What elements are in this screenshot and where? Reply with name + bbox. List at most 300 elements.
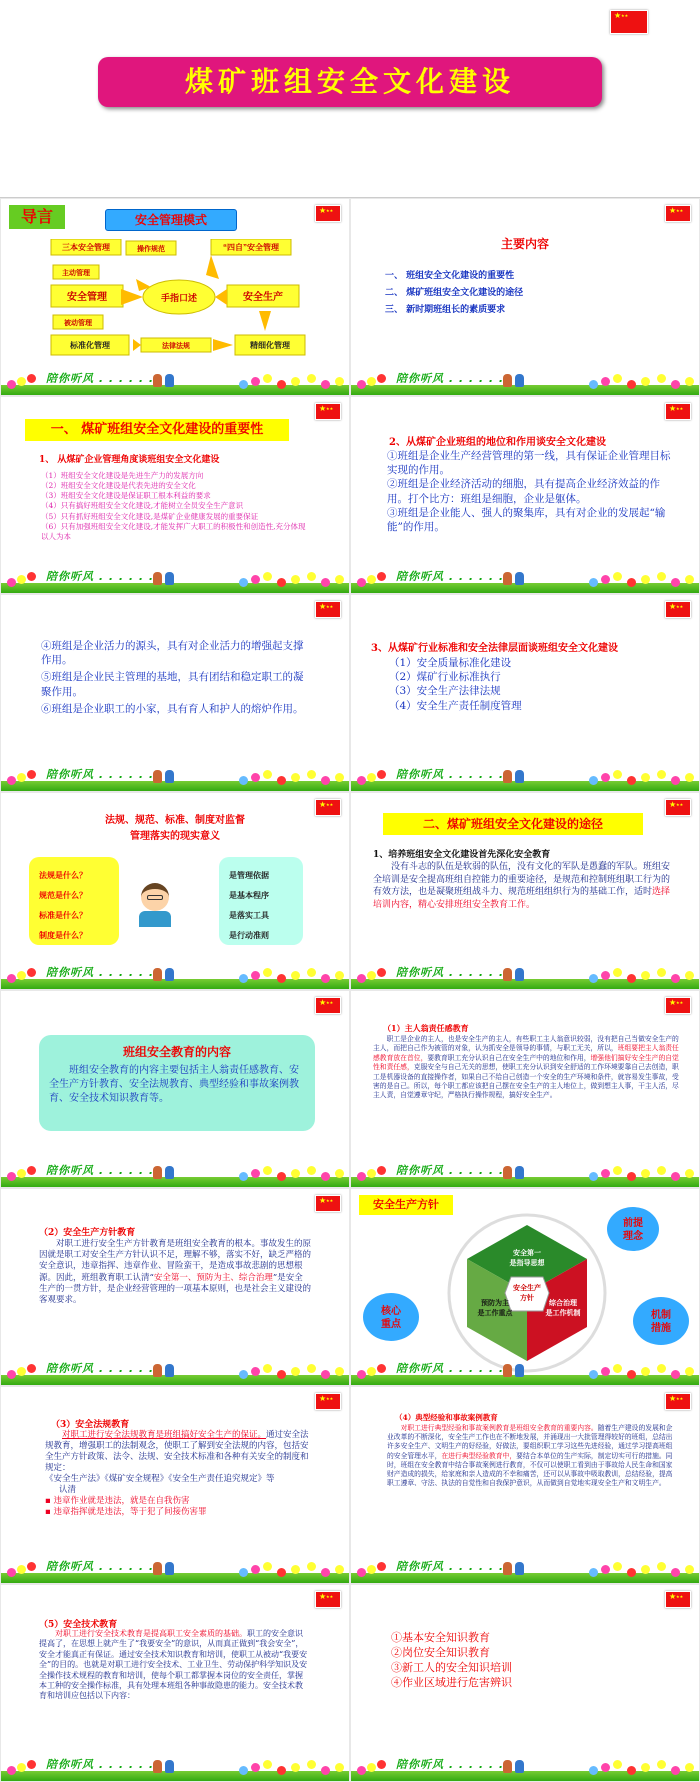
flower-icon	[627, 1766, 636, 1775]
flower-footer	[1, 765, 349, 791]
slide-tech-list	[351, 1585, 699, 1781]
flower-icon	[17, 377, 26, 386]
body-text: 通过安全法规教育，增强职工的法制观念，使职工了解到安全法规的内容，包括安全生产方针政策、法令、法规、安全技术标准和各种有关安全的制度和规定：	[45, 1430, 309, 1474]
flower-icon	[251, 1565, 260, 1574]
flower-icon	[307, 1760, 316, 1769]
flower-icon	[377, 374, 386, 383]
flower-icon	[251, 575, 260, 584]
china-flag-icon	[315, 205, 341, 222]
grass-strip	[1, 979, 349, 989]
flower-icon	[335, 575, 344, 584]
footer-tagline: 陪你听风 . . . . . .	[396, 1362, 505, 1375]
footer-tagline: 陪你听风 . . . . . .	[46, 1758, 155, 1771]
flower-icon	[7, 776, 16, 785]
model-title: 安全管理模式	[105, 209, 237, 231]
flower-icon	[251, 377, 260, 386]
flower-icon	[277, 1370, 286, 1379]
flower-icon	[367, 971, 376, 980]
flower-footer	[351, 1161, 699, 1187]
flower-footer	[1, 369, 349, 395]
contents-item: 一、 班组安全文化建设的重要性	[385, 271, 515, 281]
body-text: 要结合本单位的生产实际，制定切实可行的措施。同时，班组在安全教育中结合事故案例进行教育，不仅可以使职工看到由于事故给人民生命和国家财产造成的损失，给家庭和亲人造成的不幸和痛苦，还可以从事故中吸取教训，总结经验，提高职工遵章、守法、执法的自觉性和自我保护意识，从而做到自觉地实现安全生产和文明生产。	[387, 1451, 673, 1488]
flower-icon	[657, 374, 666, 383]
flower-icon	[17, 971, 26, 980]
flower-footer	[1, 1161, 349, 1187]
standard-item: （2）煤矿行业标准执行	[389, 671, 501, 684]
flower-icon	[357, 1766, 366, 1775]
bullet-item: ▪ 违章作业就是违法，就是在自我伤害	[45, 1496, 190, 1507]
child-figure-icon	[503, 1364, 512, 1377]
flower-icon	[657, 968, 666, 977]
body-text: 职工是企业的主人，也是安全生产的主人，有些职工主人翁意识较弱，没有把自己当做安全生产的主人，而把自己作为被管的对象，认为抓安全是领导的事情，与职工无关，所以，	[373, 1035, 679, 1053]
flower-icon	[367, 1763, 376, 1772]
flower-icon	[291, 1367, 300, 1376]
child-figure-icon	[165, 572, 174, 585]
node-h: 被动管理	[64, 320, 92, 327]
flower-icon	[263, 968, 272, 977]
slide-role-cont	[1, 595, 349, 791]
slide-heading-2: 管理落实的现实意义	[130, 831, 220, 842]
child-figure-icon	[503, 1166, 512, 1179]
flower-icon	[641, 1367, 650, 1376]
flower-footer	[351, 1359, 699, 1385]
china-flag-icon	[315, 601, 341, 618]
flower-icon	[27, 374, 36, 383]
slide-position-role	[351, 397, 699, 593]
flower-icon	[277, 1172, 286, 1181]
flower-icon	[589, 1370, 598, 1379]
node-b: 操作规范	[137, 246, 165, 253]
slide-heading: 3、从煤矿行业标准和安全法律层面谈班组安全文化建设	[371, 643, 618, 654]
flower-footer	[1, 1557, 349, 1583]
child-figure-icon	[165, 1166, 174, 1179]
subheading: 1、培养班组安全文化建设首先深化安全教育	[373, 850, 551, 860]
flower-icon	[671, 1172, 680, 1181]
flower-icon	[627, 1172, 636, 1181]
slide-case-education	[351, 1387, 699, 1583]
flower-icon	[263, 770, 272, 779]
ownership-body	[373, 1035, 681, 1101]
point-item: （2）班组安全文化建设是代表先进的安全文化	[41, 481, 196, 491]
grass-strip	[1, 583, 349, 593]
flower-icon	[239, 776, 248, 785]
flower-icon	[291, 575, 300, 584]
segment-label: 综合治理	[549, 1300, 577, 1307]
flower-icon	[377, 1562, 386, 1571]
answer-item: 是基本程序	[229, 890, 269, 900]
flower-icon	[685, 1367, 694, 1376]
footer-tagline: 陪你听风 . . . . . .	[46, 570, 155, 583]
flower-footer	[351, 1755, 699, 1781]
slide-heading: 班组安全教育的内容	[122, 1045, 231, 1059]
flower-footer	[351, 963, 699, 989]
flower-icon	[17, 773, 26, 782]
role-list	[41, 639, 311, 716]
flower-icon	[601, 1367, 610, 1376]
flower-icon	[627, 776, 636, 785]
slide-heading: （1）主人翁责任感教育	[383, 1023, 469, 1033]
footer-tagline: 陪你听风 . . . . . .	[396, 768, 505, 781]
slide-industry-standards	[351, 595, 699, 791]
flower-icon	[685, 1565, 694, 1574]
body-text: 克服安全与自己无关的思想，使职工充分认识到安全舒适的工作环境要靠自己去创造，职工是机器设备的直接操作者，如果自己不给自己创造一个安全的生产环境和条件，就容易发生事故，受害的是自己。所以，每个职工都应该把自己摆在安全生产的主人地位上，做到想主人事，干主人活，尽主人责，自觉遵章守纪，严格执行操作规程，搞好安全生产。	[373, 1063, 679, 1100]
china-flag-icon	[315, 1393, 341, 1410]
question-item: 规范是什么？	[39, 890, 87, 900]
flower-icon	[251, 1169, 260, 1178]
node-g: 安全生产	[243, 292, 283, 303]
flower-icon	[627, 974, 636, 983]
flower-icon	[613, 1166, 622, 1175]
center-label: 安全生产	[513, 1285, 541, 1292]
contents-item: 二、 煤矿班组安全文化建设的途径	[385, 288, 524, 298]
footer-tagline: 陪你听风 . . . . . .	[396, 1758, 505, 1771]
approach-body	[373, 861, 677, 911]
point-list	[41, 471, 309, 542]
highlight-text: 增强他们搞好安全生产的自觉性和责任感，	[373, 1053, 679, 1072]
child-figure-icon	[515, 1364, 524, 1377]
grass-strip	[351, 583, 699, 593]
flower-icon	[17, 1169, 26, 1178]
child-figure-icon	[165, 1760, 174, 1773]
grass-strip	[1, 1771, 349, 1781]
child-figure-icon	[515, 572, 524, 585]
flower-icon	[239, 1172, 248, 1181]
flower-icon	[641, 377, 650, 386]
thinking-child-image	[135, 883, 175, 927]
management-model-diagram	[1, 239, 349, 389]
question-box	[29, 857, 119, 945]
child-figure-icon	[153, 1562, 162, 1575]
flower-icon	[17, 1367, 26, 1376]
flower-icon	[641, 971, 650, 980]
flower-footer	[351, 369, 699, 395]
point-item: （1）班组安全文化建设是先进生产力的发展方向	[41, 471, 204, 480]
flower-icon	[239, 974, 248, 983]
flower-footer	[1, 963, 349, 989]
flower-icon	[17, 1763, 26, 1772]
china-flag-icon	[665, 1393, 691, 1410]
china-flag-icon	[665, 799, 691, 816]
flower-icon	[589, 578, 598, 587]
china-flag-icon	[665, 997, 691, 1014]
policy-body	[39, 1239, 311, 1306]
child-figure-icon	[165, 1562, 174, 1575]
concept-label: 核心	[381, 1306, 401, 1317]
child-figure-icon	[515, 1562, 524, 1575]
grass-strip	[351, 1573, 699, 1583]
china-flag-icon	[665, 1591, 691, 1608]
flower-icon	[291, 1763, 300, 1772]
flower-icon	[239, 380, 248, 389]
flower-icon	[277, 974, 286, 983]
highlight-text: 对职工进行安全技术教育是提高职工安全素质的基础。	[55, 1629, 247, 1638]
flower-icon	[307, 572, 316, 581]
flower-icon	[7, 1172, 16, 1181]
slide-heading: （4）典型经验和事故案例教育	[395, 1413, 498, 1422]
tech-list	[391, 1631, 512, 1690]
node-k: 精细化管理	[250, 341, 290, 350]
question-item: 法规是什么？	[39, 870, 87, 880]
china-flag-icon	[315, 1195, 341, 1212]
node-f: 手指口述	[160, 293, 198, 303]
answer-box	[219, 857, 303, 945]
flower-icon	[321, 1766, 330, 1775]
answer-item: 是落实工具	[229, 910, 269, 920]
education-body: 班组安全教育的内容主要包括主人翁责任感教育、安全生产方针教育、安全法规教育、典型经验和事故案例教育、安全技术知识教育等。	[49, 1065, 299, 1104]
role-item: ③班组是企业能人、强人的聚集库，具有对企业的发展起“输能”的作用。	[387, 506, 666, 533]
laws-list: 《安全生产法》《煤矿安全规程》《安全生产责任追究规定》等	[45, 1474, 275, 1485]
standard-item: （4）安全生产责任制度管理	[389, 699, 522, 712]
flower-icon	[657, 572, 666, 581]
flower-icon	[307, 374, 316, 383]
flower-icon	[367, 1367, 376, 1376]
flower-icon	[357, 1568, 366, 1577]
flower-footer	[351, 567, 699, 593]
flower-icon	[277, 380, 286, 389]
flower-icon	[7, 1370, 16, 1379]
svg-text:是工作重点: 是工作重点	[477, 1310, 513, 1317]
grass-strip	[1, 385, 349, 395]
flower-icon	[7, 1568, 16, 1577]
flower-icon	[657, 1166, 666, 1175]
flower-icon	[685, 1763, 694, 1772]
flower-icon	[627, 1370, 636, 1379]
grass-strip	[351, 1177, 699, 1187]
question-item: 制度是什么？	[39, 930, 87, 940]
node-j: 法律法规	[162, 343, 190, 350]
role-item: ②班组是企业经济活动的细胞，具有提高企业经济效益的作用。打个比方：班组是细胞，企业是躯体。	[387, 478, 660, 505]
footer-tagline: 陪你听风 . . . . . .	[46, 1164, 155, 1177]
slide-approach	[351, 793, 699, 989]
slide-law-education	[1, 1387, 349, 1583]
flower-icon	[589, 380, 598, 389]
case-body	[387, 1424, 675, 1488]
flower-icon	[291, 773, 300, 782]
flower-icon	[277, 578, 286, 587]
svg-text:方针: 方针	[520, 1295, 534, 1302]
child-figure-icon	[515, 968, 524, 981]
education-box	[39, 1035, 315, 1131]
title-banner	[0, 0, 700, 198]
grass-strip	[351, 385, 699, 395]
role-list	[387, 449, 677, 534]
flower-icon	[335, 773, 344, 782]
slide-heading: 一、 煤矿班组安全文化建设的重要性	[25, 419, 289, 441]
flower-icon	[671, 1370, 680, 1379]
flower-icon	[27, 968, 36, 977]
flower-icon	[251, 971, 260, 980]
slide-education-content	[1, 991, 349, 1187]
flower-icon	[263, 1760, 272, 1769]
flower-icon	[601, 377, 610, 386]
china-flag-icon	[315, 997, 341, 1014]
slide-policy-diagram	[351, 1189, 699, 1385]
flower-icon	[17, 575, 26, 584]
flower-icon	[321, 380, 330, 389]
recognize-label: 认清	[59, 1485, 77, 1496]
flower-icon	[601, 1565, 610, 1574]
flower-icon	[601, 1169, 610, 1178]
svg-text:是指导思想: 是指导思想	[509, 1260, 545, 1267]
body-text: ”是安全生产的一贯方针，是企业经营管理的一项基本原则，也是社会主义建设的客观要求。	[39, 1272, 312, 1306]
flower-icon	[671, 380, 680, 389]
flower-icon	[307, 1364, 316, 1373]
flower-icon	[367, 773, 376, 782]
segment-label: 安全第一	[513, 1250, 541, 1257]
flower-icon	[307, 1562, 316, 1571]
flower-icon	[7, 1766, 16, 1775]
flower-icon	[641, 1169, 650, 1178]
flower-icon	[685, 1169, 694, 1178]
flower-icon	[641, 773, 650, 782]
flower-icon	[613, 968, 622, 977]
slide-ownership-education	[351, 991, 699, 1187]
flower-icon	[657, 1562, 666, 1571]
flower-icon	[335, 1169, 344, 1178]
segment-label: 预防为主	[481, 1300, 509, 1307]
flower-icon	[685, 575, 694, 584]
china-flag-icon	[610, 10, 648, 34]
child-figure-icon	[165, 770, 174, 783]
flower-icon	[27, 1562, 36, 1571]
tech-body	[39, 1629, 309, 1702]
child-figure-icon	[153, 374, 162, 387]
flower-icon	[685, 377, 694, 386]
point-item: （5）只有抓好班组安全文化建设,是煤矿企业健康发展的重要保证	[41, 511, 259, 521]
svg-text:是工作机制: 是工作机制	[545, 1310, 581, 1317]
concept-label: 机制	[651, 1310, 671, 1321]
flower-icon	[277, 776, 286, 785]
flower-icon	[263, 1562, 272, 1571]
tech-item: ③新工人的安全知识培训	[391, 1660, 512, 1674]
footer-tagline: 陪你听风 . . . . . .	[396, 372, 505, 385]
slide-heading: （3）安全法规教育	[51, 1420, 130, 1430]
footer-tagline: 陪你听风 . . . . . .	[396, 966, 505, 979]
body-text: 要教育职工充分认识自己在安全生产中的地位和作用，	[427, 1053, 591, 1062]
node-i: 标准化管理	[70, 341, 110, 350]
child-figure-icon	[165, 374, 174, 387]
slide-policy-education	[1, 1189, 349, 1385]
flower-icon	[627, 578, 636, 587]
child-figure-icon	[153, 1760, 162, 1773]
highlight-text: 对职工进行安全法规教育是班组搞好安全生产的保证。	[62, 1430, 267, 1440]
intro-tag: 导言	[9, 205, 65, 229]
child-figure-icon	[515, 770, 524, 783]
tech-item: ②岗位安全知识教育	[391, 1645, 490, 1659]
flower-icon	[239, 1568, 248, 1577]
flower-icon	[377, 1166, 386, 1175]
flower-icon	[613, 374, 622, 383]
flower-icon	[357, 380, 366, 389]
flower-icon	[263, 1166, 272, 1175]
child-figure-icon	[503, 572, 512, 585]
flower-footer	[1, 567, 349, 593]
slide-intro	[1, 199, 349, 395]
grass-strip	[1, 1375, 349, 1385]
flower-icon	[357, 974, 366, 983]
node-a: 三本安全管理	[62, 243, 110, 252]
flower-icon	[321, 1172, 330, 1181]
flower-icon	[27, 1760, 36, 1769]
standard-list	[389, 656, 522, 713]
body-text: 随着生产建设的发展和企业改革的不断深化，安全生产工作也在不断地发展，并涌现出一大批管理得较好的班组，总结出许多安全生产、文明生产的好经验，好做法，要组织职工学习这些先进经验，通过学习提高班组的安全管理水平，	[387, 1424, 673, 1460]
flower-icon	[377, 572, 386, 581]
node-d: 主动管理	[62, 270, 90, 277]
flower-icon	[613, 572, 622, 581]
flower-icon	[613, 1760, 622, 1769]
point-item: （3）班组安全文化建设是保证职工根本利益的要求	[41, 491, 211, 501]
flower-icon	[627, 380, 636, 389]
grass-strip	[351, 1375, 699, 1385]
role-item: ⑤班组是企业民主管理的基地，具有团结和稳定职工的凝聚作用。	[41, 671, 304, 698]
svg-text:措施: 措施	[651, 1323, 671, 1334]
grass-strip	[351, 781, 699, 791]
child-figure-icon	[153, 1166, 162, 1179]
slide-importance	[1, 397, 349, 593]
flower-icon	[335, 1763, 344, 1772]
flower-icon	[335, 377, 344, 386]
flower-icon	[7, 578, 16, 587]
flower-icon	[321, 1370, 330, 1379]
slide-heading: 2、从煤矿企业班组的地位和作用谈安全文化建设	[389, 437, 606, 448]
child-figure-icon	[503, 1760, 512, 1773]
flower-icon	[671, 1568, 680, 1577]
law-body	[45, 1430, 315, 1518]
flower-icon	[657, 770, 666, 779]
subheading: 1、 从煤矿企业管理角度谈班组安全文化建设	[39, 455, 220, 465]
tech-item: ①基本安全知识教育	[391, 1631, 490, 1644]
main-title: 煤矿班组安全文化建设	[98, 57, 602, 107]
node-c: “四自”安全管理	[223, 243, 279, 252]
role-item: ①班组是企业生产经营管理的第一线，具有保证企业管理目标实现的作用。	[387, 450, 671, 477]
flower-icon	[239, 1766, 248, 1775]
footer-tagline: 陪你听风 . . . . . .	[46, 1362, 155, 1375]
flower-icon	[601, 1763, 610, 1772]
slide-heading: （5）安全技术教育	[39, 1620, 118, 1630]
tech-item: ④作业区域进行危害辨识	[391, 1675, 512, 1689]
flower-footer	[351, 1557, 699, 1583]
flower-footer	[1, 1359, 349, 1385]
flower-icon	[613, 770, 622, 779]
footer-tagline: 陪你听风 . . . . . .	[396, 1164, 505, 1177]
child-figure-icon	[165, 1364, 174, 1377]
child-figure-icon	[503, 968, 512, 981]
footer-tagline: 陪你听风 . . . . . .	[396, 1560, 505, 1573]
node-e: 安全管理	[67, 292, 107, 303]
flower-icon	[335, 1565, 344, 1574]
highlight-text: 班组要把主人翁责任感教育放在首位，	[373, 1044, 679, 1062]
role-item: ④班组是企业活力的源头，具有对企业活力的增强起支撑作用。	[41, 640, 304, 667]
china-flag-icon	[315, 1591, 341, 1608]
flower-icon	[601, 971, 610, 980]
flower-icon	[613, 1562, 622, 1571]
role-item: ⑥班组是企业职工的小家，具有育人和护人的熔炉作用。	[41, 702, 304, 715]
flower-icon	[251, 1763, 260, 1772]
grass-strip	[1, 1177, 349, 1187]
child-figure-icon	[153, 1364, 162, 1377]
bullet-item: ▪ 违章指挥就是违法，等于犯了间接伤害罪	[45, 1507, 207, 1518]
flower-icon	[17, 1565, 26, 1574]
flower-icon	[367, 575, 376, 584]
flower-icon	[589, 1568, 598, 1577]
china-flag-icon	[665, 601, 691, 618]
svg-text:理念: 理念	[623, 1231, 643, 1242]
china-flag-icon	[665, 403, 691, 420]
flower-icon	[321, 1568, 330, 1577]
contents-item: 三、 新时期班组长的素质要求	[385, 305, 506, 315]
footer-tagline: 陪你听风 . . . . . .	[396, 570, 505, 583]
child-figure-icon	[153, 572, 162, 585]
